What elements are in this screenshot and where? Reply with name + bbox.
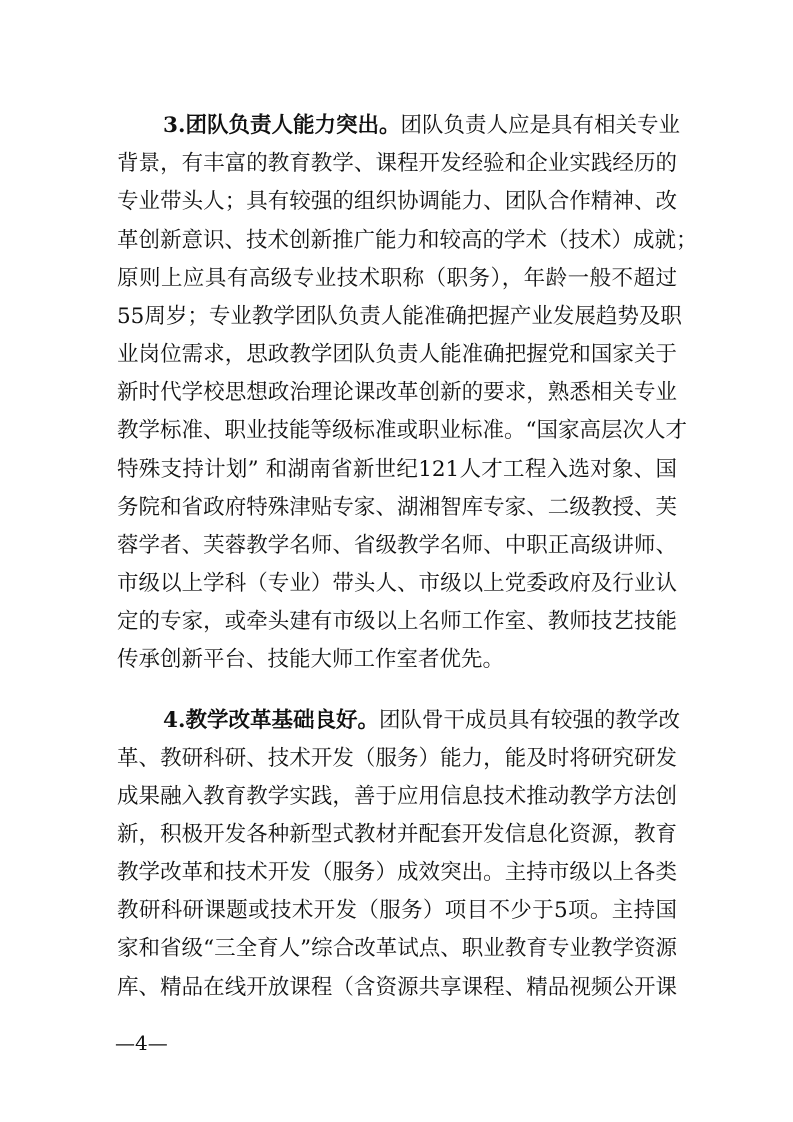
paragraph-4-line-1-text: 团队骨干成员具有较强的教学改 xyxy=(378,708,680,733)
paragraph-3-line-6: 55周岁；专业教学团队负责人能准确把握产业发展趋势及职 xyxy=(117,304,682,329)
paragraph-3-line-1 xyxy=(163,111,680,141)
paragraph-3-line-11: 务院和省政府特殊津贴专家、湖湘智库专家、二级教授、芙 xyxy=(117,495,677,520)
paragraph-4-line-2: 革、教研科研、技术开发（服务）能力，能及时将研究研发 xyxy=(117,746,677,771)
paragraph-4-line-8: 库、精品在线开放课程（含资源共享课程、精品视频公开课 xyxy=(117,975,677,1000)
paragraph-4-line-3: 成果融入教育教学实践，善于应用信息技术推动教学方法创 xyxy=(117,784,677,809)
paragraph-3-line-1-text: 团队负责人应是具有相关专业 xyxy=(400,113,680,138)
paragraph-3-line-5: 原则上应具有高级专业技术职称（职务），年龄一般不超过 xyxy=(117,266,677,291)
paragraph-4-line-4: 新，积极开发各种新型式教材并配套开发信息化资源，教育 xyxy=(117,822,677,847)
paragraph-3-line-14: 定的专家，或牵头建有市级以上名师工作室、教师技艺技能 xyxy=(117,609,677,634)
paragraph-4-line-7: 家和省级“三全育人”综合改革试点、职业教育专业教学资源 xyxy=(117,936,677,961)
paragraph-3-line-3: 专业带头人；具有较强的组织协调能力、团队合作精神、改 xyxy=(117,189,677,214)
paragraph-3-line-13: 市级以上学科（专业）带头人、市级以上党委政府及行业认 xyxy=(117,571,677,596)
paragraph-4-heading: 4.教学改革基础良好。 xyxy=(163,708,379,733)
paragraph-3-line-15: 传承创新平台、技能大师工作室者优先。 xyxy=(117,647,505,672)
paragraph-3-line-9: 教学标准、职业技能等级标准或职业标准。“国家高层次人才 xyxy=(117,418,687,443)
paragraph-4-line-1 xyxy=(163,706,680,736)
paragraph-3-line-10: 特殊支持计划” 和湖南省新世纪121人才工程入选对象、国 xyxy=(117,457,677,482)
paragraph-3-line-4: 革创新意识、技术创新推广能力和较高的学术（技术）成就； xyxy=(117,228,698,253)
paragraph-4-line-6: 教研科研课题或技术开发（服务）项目不少于5项。主持国 xyxy=(117,898,677,923)
paragraph-3-line-12: 蓉学者、芙蓉教学名师、省级教学名师、中职正高级讲师、 xyxy=(117,533,677,558)
page-number: —4— xyxy=(115,1031,168,1055)
paragraph-3-heading: 3.团队负责人能力突出。 xyxy=(163,113,401,138)
paragraph-3-line-2: 背景，有丰富的教育教学、课程开发经验和企业实践经历的 xyxy=(117,151,677,176)
paragraph-3-line-7: 业岗位需求，思政教学团队负责人能准确把握党和国家关于 xyxy=(117,342,677,367)
paragraph-4-line-5: 教学改革和技术开发（服务）成效突出。主持市级以上各类 xyxy=(117,860,677,885)
paragraph-3-line-8: 新时代学校思想政治理论课改革创新的要求，熟悉相关专业 xyxy=(117,380,677,405)
